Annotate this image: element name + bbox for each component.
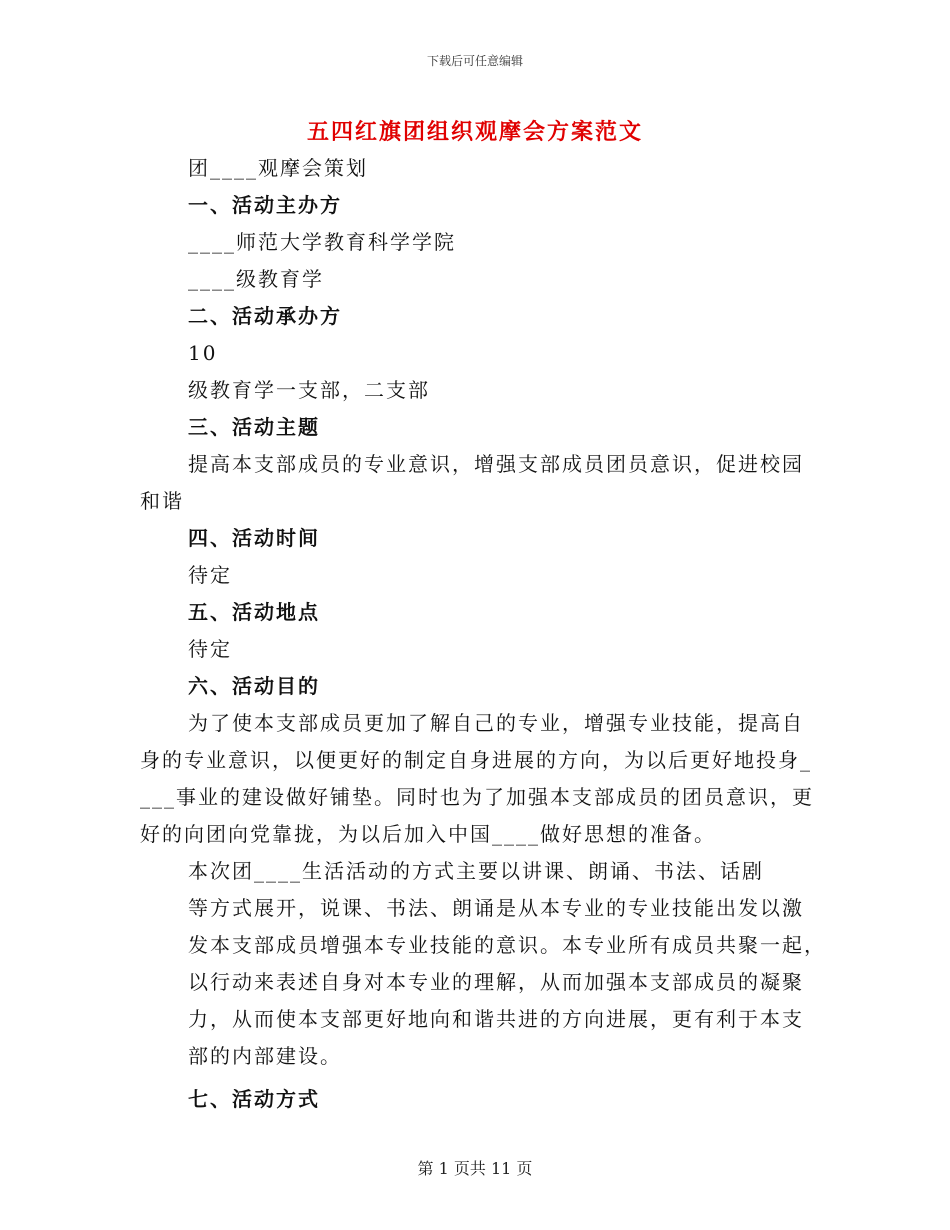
body-line: 发本支部成员增强本专业技能的意识。本专业所有成员共聚一起， [188,933,826,957]
section-heading: 七、活动方式 [188,1087,320,1111]
body-line: 部的内部建设。 [188,1044,342,1068]
body-line: 待定 [188,563,232,587]
section-heading: 六、活动目的 [188,674,320,698]
body-line: 提高本支部成员的专业意识，增强支部成员团员意识，促进校园 [188,452,804,476]
body-line: ___事业的建设做好铺垫。同时也为了加强本支部成员的团员意识，更 [140,785,814,809]
body-line: 级教育学一支部，二支部 [188,378,430,402]
document-title: 五四红旗团组织观摩会方案范文 [306,119,643,145]
section-heading: 五、活动地点 [188,600,320,624]
header-note: 下载后可任意编辑 [426,54,523,68]
body-line: 等方式展开，说课、书法、朗诵是从本专业的专业技能出发以激 [188,896,804,920]
body-line: 待定 [188,637,232,661]
body-line: 团____观摩会策划 [188,156,368,180]
body-line: ____师范大学教育科学学院 [188,230,456,254]
section-heading: 二、活动承办方 [188,304,342,328]
document-body [140,150,826,1118]
page-footer: 第 1 页共 11 页 [417,1159,533,1178]
section-heading: 三、活动主题 [188,415,320,439]
body-line: 身的专业意识，以便更好的制定自身进展的方向，为以后更好地投身_ [140,748,812,772]
body-line: 本次团____生活活动的方式主要以讲课、朗诵、书法、话剧 [188,859,764,883]
body-line: 好的向团向党靠拢，为以后加入中国____做好思想的准备。 [140,822,716,846]
body-line: 力，从而使本支部更好地向和谐共进的方向进展，更有利于本支 [188,1007,804,1031]
body-line: 和谐 [140,489,184,513]
body-line: 以行动来表述自身对本专业的理解，从而加强本支部成员的凝聚 [188,970,804,994]
body-line: 为了使本支部成员更加了解自己的专业，增强专业技能，提高自 [188,711,804,735]
section-heading: 四、活动时间 [188,526,320,550]
section-heading: 一、活动主办方 [188,193,342,217]
body-line: ____级教育学 [188,267,324,291]
body-line: 10 [188,341,218,365]
